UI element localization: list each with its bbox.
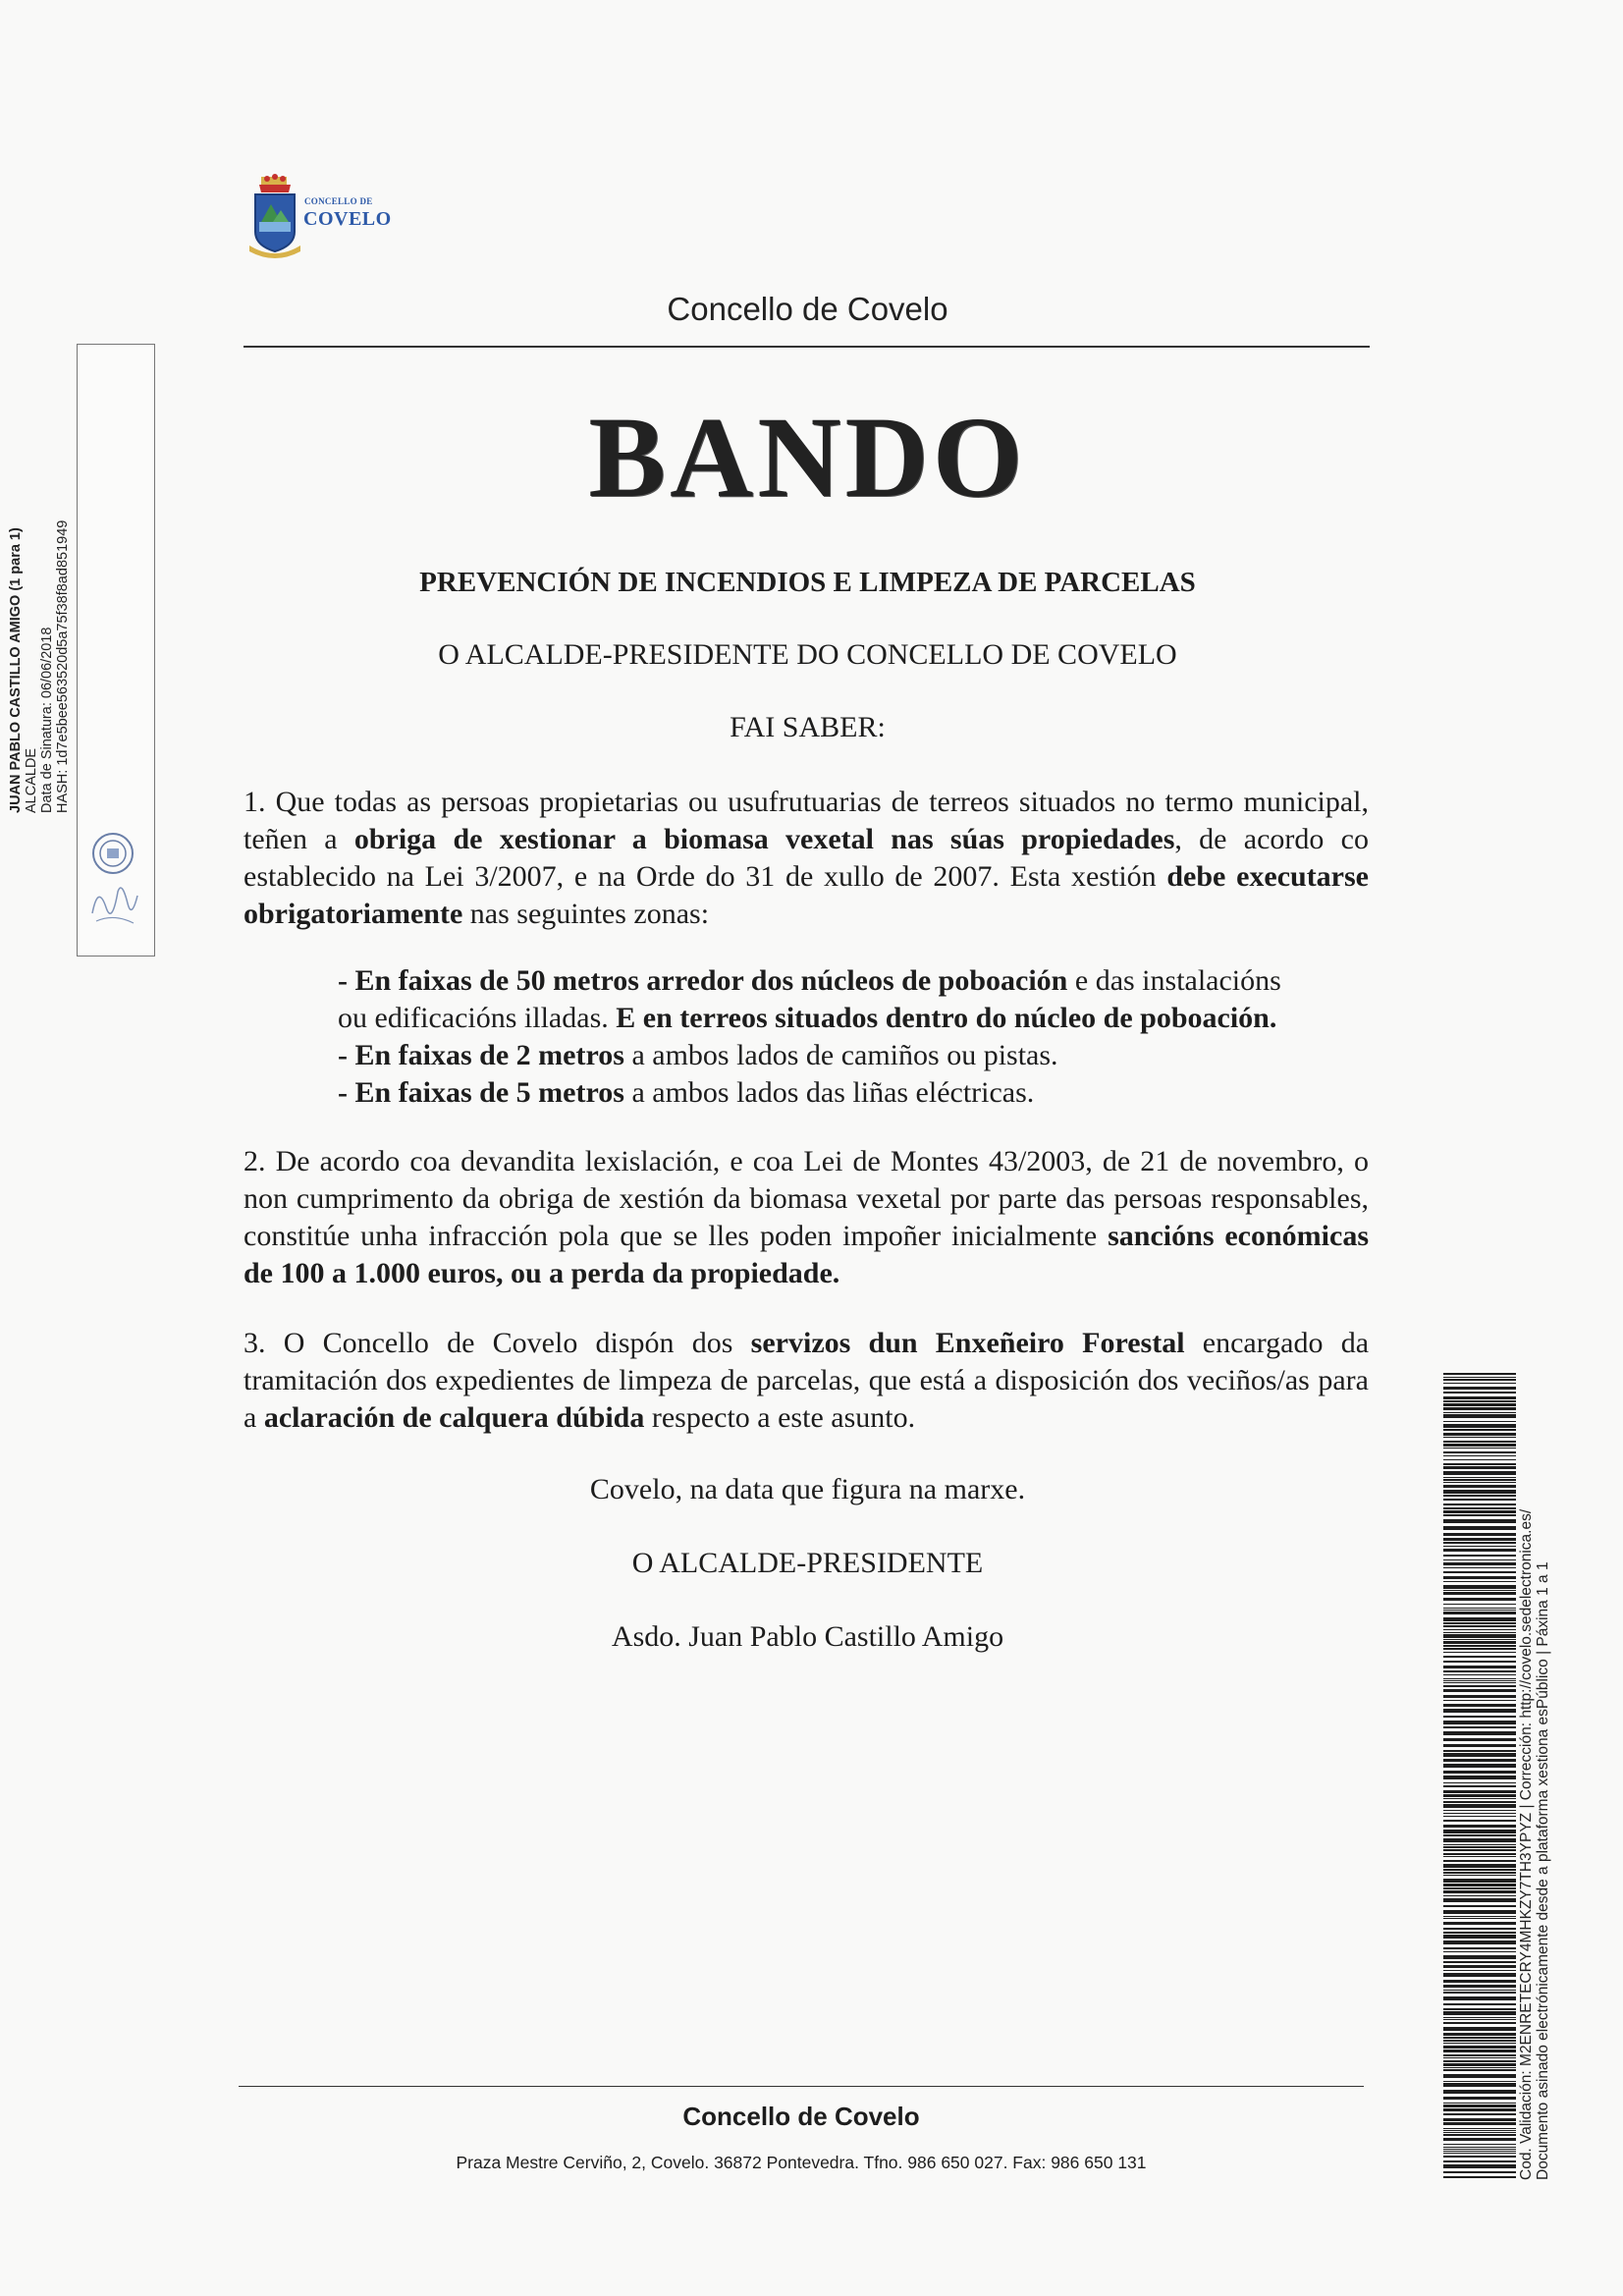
barcode-bar xyxy=(1443,1499,1516,1501)
p3-bold-1: servizos dun Enxeñeiro Forestal xyxy=(750,1327,1185,1359)
barcode-bar xyxy=(1443,1652,1516,1653)
logo-small-text: CONCELLO DE xyxy=(304,196,373,206)
p3-text-2: encargado da tramitación dos expedientes de limpeza de parcelas, que está a disposición dos veciños/as para a xyxy=(243,1327,1370,1434)
handwritten-signature-icon xyxy=(84,874,143,933)
barcode-bar xyxy=(1443,1990,1516,1991)
barcode-bar xyxy=(1443,1576,1516,1579)
municipality-logo xyxy=(247,173,395,259)
barcode-bar xyxy=(1443,2176,1516,2178)
p1-bold-1: obriga de xestionar a biomasa vexetal nas súas propiedades xyxy=(353,823,1175,855)
barcode-bar xyxy=(1443,2113,1516,2115)
barcode-bar xyxy=(1443,2037,1516,2039)
paragraph-3 xyxy=(243,1325,1369,1437)
document-title: BANDO xyxy=(588,393,1027,521)
barcode-bar xyxy=(1443,1510,1516,1513)
barcode-bar xyxy=(1443,1617,1516,1621)
barcode-bar xyxy=(1443,2027,1516,2031)
bullet-2-text: a ambos lados de camiños ou pistas. xyxy=(623,1039,1058,1071)
barcode-bar xyxy=(1443,2134,1516,2136)
footer-title: Concello de Covelo xyxy=(682,2102,920,2131)
barcode-bar xyxy=(1443,1830,1516,1833)
barcode-bar xyxy=(1443,2019,1516,2020)
barcode-bar xyxy=(1443,1471,1516,1475)
barcode-bar xyxy=(1443,1495,1516,1497)
barcode-bar xyxy=(1443,2130,1516,2131)
barcode-bar xyxy=(1443,1567,1516,1568)
barcode-bar xyxy=(1443,2153,1516,2154)
barcode-bar xyxy=(1443,1731,1516,1735)
barcode-bar xyxy=(1443,1825,1516,1828)
barcode-bar xyxy=(1443,2151,1516,2152)
barcode-bar xyxy=(1443,1864,1516,1868)
barcode-bar xyxy=(1443,1490,1516,1494)
barcode-bar xyxy=(1443,1604,1516,1605)
barcode-bar xyxy=(1443,1782,1516,1783)
barcode-bar xyxy=(1443,2022,1516,2024)
p1-bold-2: debe executarse obrigatoriamente xyxy=(243,860,1369,930)
barcode-bar xyxy=(1443,1648,1516,1650)
barcode-bar xyxy=(1443,1905,1516,1907)
barcode-bar xyxy=(1443,2050,1516,2052)
barcode-bar xyxy=(1443,2063,1516,2066)
barcode-bar xyxy=(1443,2160,1516,2162)
barcode-bar xyxy=(1443,1507,1516,1509)
barcode-bar xyxy=(1443,1479,1516,1481)
barcode-bar xyxy=(1443,1750,1516,1752)
barcode-bar xyxy=(1443,1437,1516,1438)
barcode-bar xyxy=(1443,1533,1516,1536)
barcode-bar xyxy=(1443,1935,1516,1939)
validation-platform: Documento asinado electrónicamente desde a plataforma xestiona esPúblico | Páxina 1 a 1 xyxy=(1535,1561,1551,2180)
barcode-bar xyxy=(1443,1887,1516,1889)
barcode-bar xyxy=(1443,1590,1516,1591)
seal-icon xyxy=(90,831,135,876)
barcode-bar xyxy=(1443,1441,1516,1443)
barcode-bar xyxy=(1443,1444,1516,1447)
barcode-bar xyxy=(1443,2147,1516,2148)
barcode-bar xyxy=(1443,1918,1516,1919)
p2-text-1: 2. De acordo coa devandita lexislación, e coa Lei de Montes 43/2003, de 21 de novembro, o non cumprimento da obriga de xestión da biomasa vexetal por parte das persoas responsables, constitúe unha infracción pola que se lles poden impoñer inicialmente xyxy=(243,1145,1369,1252)
barcode-bar xyxy=(1443,1485,1516,1488)
barcode-bar xyxy=(1443,2043,1516,2044)
bullet-1-bold: - En faixas de 50 metros arredor dos núcleos de poboación xyxy=(338,964,1068,997)
barcode-bar xyxy=(1443,2118,1516,2121)
barcode-bar xyxy=(1443,2040,1516,2042)
barcode-bar xyxy=(1443,1608,1516,1609)
barcode-bar xyxy=(1443,1846,1516,1848)
barcode-bar xyxy=(1443,2128,1516,2129)
barcode-bar xyxy=(1443,1632,1516,1633)
logo-name-text: COVELO xyxy=(303,208,392,230)
p2-bold-1: sancións económicas de 100 a 1.000 euros, ou a perda da propiedade xyxy=(243,1220,1369,1289)
barcode-bar xyxy=(1443,1592,1516,1595)
barcode-bar xyxy=(1443,1804,1516,1808)
coat-of-arms-icon xyxy=(247,173,302,259)
barcode-icon xyxy=(1443,1373,1516,2182)
barcode-bar xyxy=(1443,1549,1516,1552)
barcode-bar xyxy=(1443,1816,1516,1817)
footer-address: Praza Mestre Cerviño, 2, Covelo. 36872 Pontevedra. Tfno. 986 650 027. Fax: 986 650 131 xyxy=(456,2153,1147,2172)
barcode-bar xyxy=(1443,1709,1516,1713)
barcode-bar xyxy=(1443,1396,1516,1399)
barcode-bar xyxy=(1443,1813,1516,1814)
barcode-bar xyxy=(1443,1810,1516,1811)
barcode-bar xyxy=(1443,1383,1516,1384)
barcode-bar xyxy=(1443,1466,1516,1469)
barcode-bar xyxy=(1443,2069,1516,2071)
barcode-bar xyxy=(1443,1928,1516,1930)
barcode-bar xyxy=(1443,2097,1516,2100)
barcode-bar xyxy=(1443,1941,1516,1944)
barcode-bar xyxy=(1443,1965,1516,1968)
barcode-bar xyxy=(1443,2081,1516,2082)
barcode-bar xyxy=(1443,1448,1516,1449)
barcode-bar xyxy=(1443,1641,1516,1644)
list-item xyxy=(338,1074,1369,1112)
barcode-bar xyxy=(1443,1980,1516,1983)
barcode-bar xyxy=(1443,1407,1516,1410)
p3-text-3: respecto a este asunto. xyxy=(644,1401,916,1434)
p3-bold-2: aclaración de calquera dúbida xyxy=(263,1401,645,1434)
barcode-bar xyxy=(1443,2060,1516,2062)
barcode-bar xyxy=(1443,1973,1516,1977)
barcode-bar xyxy=(1443,1932,1516,1934)
barcode-bar xyxy=(1443,1996,1516,2000)
barcode-bar xyxy=(1443,1625,1516,1627)
bullet-1-text: e das instalacións xyxy=(1067,964,1281,997)
barcode-bar xyxy=(1443,1585,1516,1589)
list-item xyxy=(338,962,1369,1000)
barcode-bar xyxy=(1443,1379,1516,1381)
barcode-bar xyxy=(1443,1872,1516,1874)
barcode-bar xyxy=(1443,1555,1516,1557)
barcode-bar xyxy=(1443,1689,1516,1692)
barcode-bar xyxy=(1443,1849,1516,1851)
p1-text-1: 1. Que todas as persoas propietarias ou usufrutuarias de terreos situados no termo municipal, teñen a xyxy=(243,786,1369,855)
barcode-bar xyxy=(1443,2105,1516,2107)
barcode-bar xyxy=(1443,1682,1516,1683)
barcode-bar xyxy=(1443,1661,1516,1663)
barcode-bar xyxy=(1443,1373,1516,1375)
barcode-bar xyxy=(1443,1666,1516,1668)
barcode-bar xyxy=(1443,1798,1516,1799)
closing-role: O ALCALDE-PRESIDENTE xyxy=(631,1547,984,1579)
barcode-bar xyxy=(1443,1612,1516,1614)
barcode-bar xyxy=(1443,1759,1516,1762)
barcode-bar xyxy=(1443,1538,1516,1541)
barcode-bar xyxy=(1443,2164,1516,2168)
paragraph-2 xyxy=(243,1143,1369,1292)
barcode-bar xyxy=(1443,1820,1516,1822)
barcode-bar xyxy=(1443,1451,1516,1453)
barcode-bar xyxy=(1443,1922,1516,1925)
barcode-bar xyxy=(1443,1704,1516,1707)
barcode-bar xyxy=(1443,1503,1516,1505)
barcode-bar xyxy=(1443,1424,1516,1428)
barcode-bar xyxy=(1443,1387,1516,1390)
barcode-bar xyxy=(1443,1463,1516,1465)
barcode-bar xyxy=(1443,1884,1516,1886)
barcode-bar xyxy=(1443,1674,1516,1675)
barcode-bar xyxy=(1443,1764,1516,1768)
barcode-bar xyxy=(1443,1685,1516,1687)
validation-text xyxy=(1518,1434,1551,2180)
barcode-bar xyxy=(1443,1546,1516,1547)
barcode-bar xyxy=(1443,1985,1516,1988)
barcode-bar xyxy=(1443,1776,1516,1779)
intro-line: FAI SABER: xyxy=(730,711,886,743)
barcode-bar xyxy=(1443,2046,1516,2049)
barcode-bar xyxy=(1443,1785,1516,1787)
barcode-bar xyxy=(1443,1869,1516,1871)
barcode-bar xyxy=(1443,1670,1516,1672)
barcode-bar xyxy=(1443,1947,1516,1949)
barcode-bar xyxy=(1443,1459,1516,1460)
barcode-bar xyxy=(1443,1678,1516,1679)
bullet-1-end: . xyxy=(1269,1002,1277,1034)
barcode-bar xyxy=(1443,2156,1516,2158)
barcode-bar xyxy=(1443,1645,1516,1647)
header-divider xyxy=(243,346,1370,348)
barcode-bar xyxy=(1443,2090,1516,2094)
barcode-bar xyxy=(1443,2003,1516,2005)
barcode-bar xyxy=(1443,1421,1516,1422)
barcode-bar xyxy=(1443,1598,1516,1601)
barcode-bar xyxy=(1443,1700,1516,1701)
barcode-bar xyxy=(1443,1622,1516,1624)
barcode-bar xyxy=(1443,1801,1516,1803)
barcode-bar xyxy=(1443,1414,1516,1418)
bullet-3-text: a ambos lados das liñas eléctricas. xyxy=(623,1076,1035,1109)
barcode-bar xyxy=(1443,1571,1516,1573)
barcode-bar xyxy=(1443,1433,1516,1436)
zones-list xyxy=(338,962,1369,1112)
barcode-bar xyxy=(1443,1680,1516,1681)
barcode-bar xyxy=(1443,2144,1516,2145)
barcode-bar xyxy=(1443,2149,1516,2150)
barcode-bar xyxy=(1443,1629,1516,1630)
barcode-bar xyxy=(1443,1844,1516,1845)
barcode-bar xyxy=(1443,1875,1516,1876)
barcode-bar xyxy=(1443,1482,1516,1483)
barcode-bar xyxy=(1443,1695,1516,1698)
barcode-bar xyxy=(1443,1726,1516,1728)
p1-text-2: , de acordo co establecido na Lei 3/2007, e na Orde do 31 de xullo de 2007. Esta xestión xyxy=(243,823,1369,893)
barcode-bar xyxy=(1443,1916,1516,1917)
barcode-bar xyxy=(1443,1455,1516,1456)
barcode-bar xyxy=(1443,1656,1516,1658)
signer-name: JUAN PABLO CASTILLO AMIGO (1 para 1) xyxy=(8,527,24,813)
barcode-bar xyxy=(1443,2054,1516,2056)
barcode-bar xyxy=(1443,1562,1516,1565)
barcode-bar xyxy=(1443,1790,1516,1793)
barcode-bar xyxy=(1443,1412,1516,1413)
barcode-bar xyxy=(1443,1400,1516,1402)
barcode-bar xyxy=(1443,2008,1516,2010)
barcode-bar xyxy=(1443,2138,1516,2141)
barcode-bar xyxy=(1443,2057,1516,2058)
barcode-bar xyxy=(1443,1856,1516,1857)
barcode-bar xyxy=(1443,1951,1516,1952)
barcode-bar xyxy=(1443,1542,1516,1544)
barcode-bar xyxy=(1443,1744,1516,1747)
barcode-bar xyxy=(1443,2011,1516,2015)
barcode-bar xyxy=(1443,1526,1516,1530)
header-title: Concello de Covelo xyxy=(667,291,948,327)
bullet-2-bold: - En faixas de 2 metros xyxy=(338,1039,624,1071)
document-subtitle: PREVENCIÓN DE INCENDIOS E LIMPEZA DE PARCELAS xyxy=(419,567,1196,598)
barcode-bar xyxy=(1443,1895,1516,1896)
barcode-bar xyxy=(1443,1961,1516,1963)
barcode-bar xyxy=(1443,1879,1516,1883)
barcode-bar xyxy=(1443,2132,1516,2133)
barcode-bar xyxy=(1443,2108,1516,2111)
barcode-bar xyxy=(1443,1559,1516,1560)
barcode-bar xyxy=(1443,2067,1516,2068)
barcode-bar xyxy=(1443,2074,1516,2078)
barcode-bar xyxy=(1443,1794,1516,1797)
validation-barcode xyxy=(1443,1373,1516,2182)
bullet-1-line2: ou edificacións illadas. xyxy=(338,1002,617,1034)
barcode-bar xyxy=(1443,1392,1516,1394)
barcode-bar xyxy=(1443,1738,1516,1741)
barcode-bar xyxy=(1443,2171,1516,2173)
signature-hash: HASH: 1d7e5bee563520d5a75f38f8ad851949 xyxy=(55,519,71,813)
barcode-bar xyxy=(1443,1910,1516,1914)
bullet-3-bold: - En faixas de 5 metros xyxy=(338,1076,624,1109)
barcode-bar xyxy=(1443,1890,1516,1893)
barcode-bar xyxy=(1443,1771,1516,1774)
p2-text-2: . xyxy=(832,1257,840,1289)
p3-text-1: 3. O Concello de Covelo dispón dos xyxy=(243,1327,751,1359)
signer-role: ALCALDE xyxy=(24,747,39,813)
barcode-bar xyxy=(1443,1716,1516,1718)
barcode-bar xyxy=(1443,1721,1516,1724)
barcode-bar xyxy=(1443,1992,1516,1994)
closing-place-date: Covelo, na data que figura na marxe. xyxy=(589,1473,1026,1505)
barcode-bar xyxy=(1443,1753,1516,1757)
signature-stamp-text xyxy=(8,440,71,813)
barcode-bar xyxy=(1443,2083,1516,2087)
bullet-1-line2-bold: E en terreos situados dentro do núcleo de poboación xyxy=(616,1002,1270,1034)
barcode-bar xyxy=(1443,1898,1516,1902)
paragraph-1 xyxy=(243,784,1369,933)
barcode-bar xyxy=(1443,1403,1516,1406)
barcode-bar xyxy=(1443,1477,1516,1478)
barcode-bar xyxy=(1443,2033,1516,2036)
barcode-bar xyxy=(1443,1970,1516,1971)
barcode-bar xyxy=(1443,1377,1516,1378)
barcode-bar xyxy=(1443,1429,1516,1431)
list-item xyxy=(338,1037,1369,1074)
barcode-bar xyxy=(1443,1853,1516,1855)
barcode-bar xyxy=(1443,1610,1516,1611)
p1-text-3: nas seguintes zonas: xyxy=(462,898,710,930)
issuer-line: O ALCALDE-PRESIDENTE DO CONCELLO DE COVELO xyxy=(438,638,1177,671)
barcode-bar xyxy=(1443,1955,1516,1959)
barcode-bar xyxy=(1443,2017,1516,2018)
barcode-bar xyxy=(1443,2122,1516,2125)
barcode-bar xyxy=(1443,1634,1516,1638)
barcode-bar xyxy=(1443,1639,1516,1640)
barcode-bar xyxy=(1443,2103,1516,2104)
barcode-bar xyxy=(1443,1581,1516,1582)
barcode-bar xyxy=(1443,1834,1516,1836)
barcode-bar xyxy=(1443,1519,1516,1523)
barcode-bar xyxy=(1443,1514,1516,1516)
signature-date: Data de Sinatura: 06/06/2018 xyxy=(39,627,55,813)
closing-signature: Asdo. Juan Pablo Castillo Amigo xyxy=(611,1620,1004,1653)
barcode-bar xyxy=(1443,1838,1516,1842)
list-item xyxy=(338,1000,1369,1037)
validation-code: Cod. Validación: M2ENRETECRY4MHKZY7TH3YPYZ | Corrección: http://covelo.sedelectronica.es/ xyxy=(1518,1508,1535,2180)
barcode-bar xyxy=(1443,1860,1516,1862)
footer-divider xyxy=(239,2086,1364,2087)
